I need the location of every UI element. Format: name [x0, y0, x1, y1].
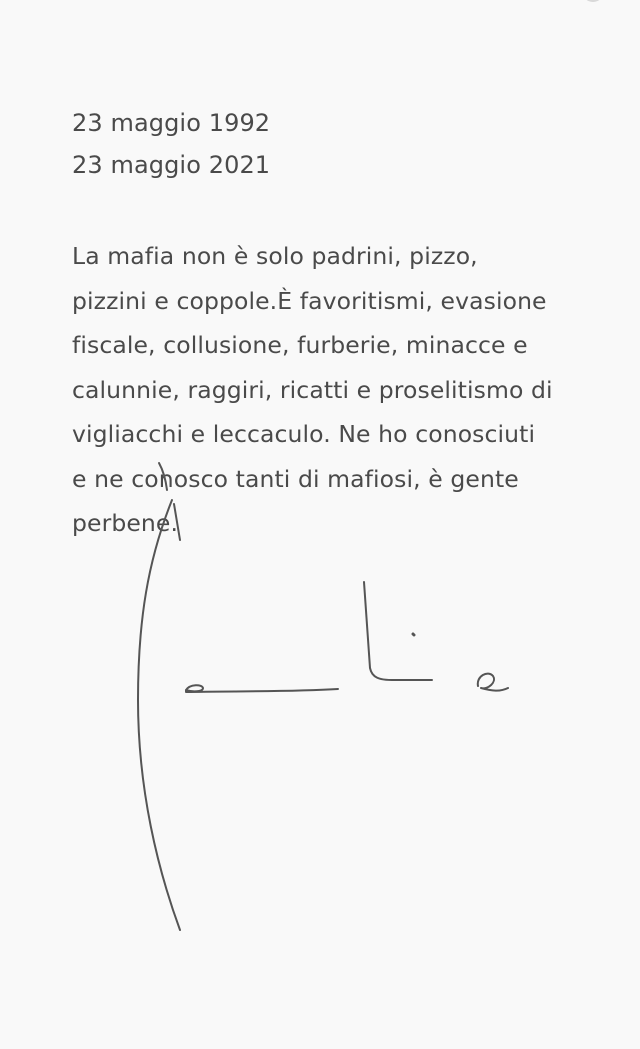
status-indicator [582, 0, 604, 2]
dates-block [72, 102, 592, 186]
paragraph-line-4: calunnie, raggiri, ricatti e proselitismo di [72, 375, 553, 404]
date-line-1: 23 maggio 1992 [72, 109, 271, 137]
signature-dot [413, 634, 414, 635]
paragraph-line-2: pizzini e coppole.È favoritismi, evasione [72, 286, 547, 315]
signature-stroke-loop [478, 674, 508, 691]
note-paragraph [72, 234, 592, 546]
signature-stroke-curve [138, 500, 180, 930]
paragraph-line-1: La mafia non è solo padrini, pizzo, [72, 242, 478, 270]
signature-stroke-f [186, 685, 338, 692]
paragraph-line-5: vigliacchi e leccaculo. Ne ho conosciuti [72, 420, 536, 448]
signature-stroke-l [364, 582, 432, 680]
paragraph-line-3: fiscale, collusione, furberie, minacce e [72, 331, 528, 359]
paragraph-line-6: e ne conosco tanti di mafiosi, è gente [72, 464, 519, 493]
date-line-2: 23 maggio 2021 [72, 151, 271, 179]
paragraph-line-7: perbene. [72, 509, 179, 537]
